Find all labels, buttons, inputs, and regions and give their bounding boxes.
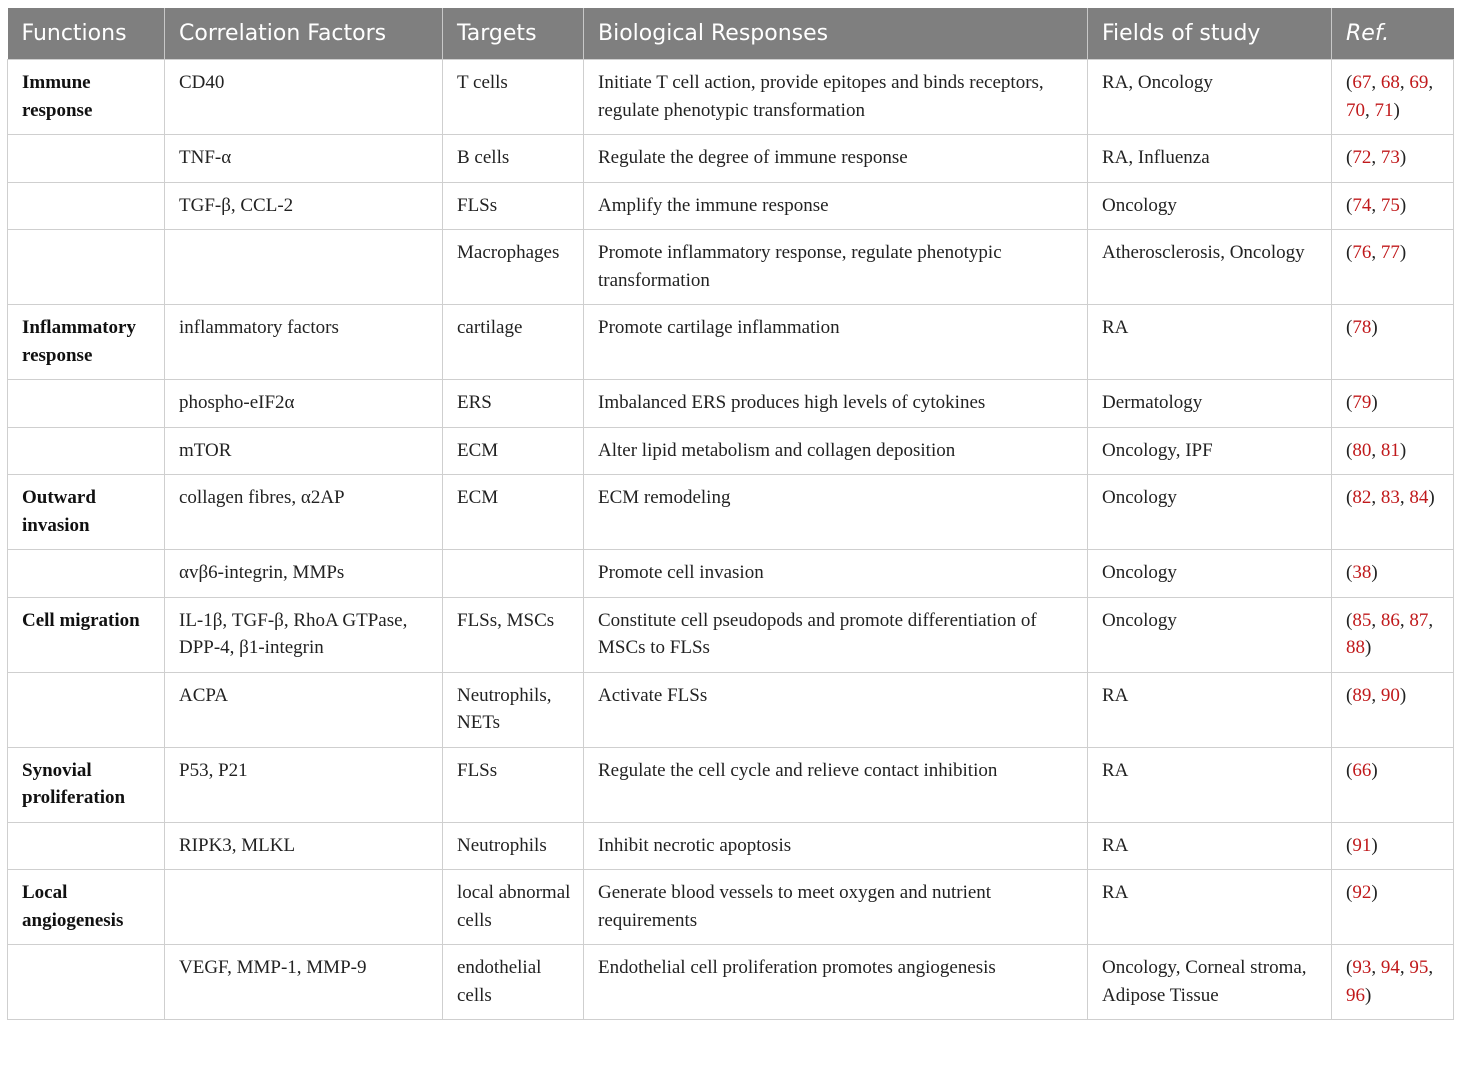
header-correlation-factors: Correlation Factors [165,8,443,60]
biological-responses-cell: Promote cartilage inflammation [584,305,1088,380]
table-row [8,870,1454,945]
function-cell [8,550,165,598]
biological-responses-cell: Endothelial cell proliferation promotes angiogenesis [584,945,1088,1020]
correlation-factors-cell: collagen fibres, α2AP [165,475,443,550]
ref-link[interactable]: 90 [1380,684,1400,706]
ref-cell: (89, 90) [1332,672,1454,747]
targets-cell: FLSs [443,747,584,822]
ref-cell: (67, 68, 69, 70, 71) [1332,60,1454,135]
biological-responses-cell: Generate blood vessels to meet oxygen and nutrient requirements [584,870,1088,945]
correlation-factors-cell [165,870,443,945]
biological-responses-cell: Amplify the immune response [584,182,1088,230]
table-body [8,60,1454,1020]
targets-cell: Neutrophils [443,822,584,870]
ref-cell: (91) [1332,822,1454,870]
function-cell: Cell migration [8,597,165,672]
table-row [8,822,1454,870]
correlation-factors-cell: CD40 [165,60,443,135]
targets-cell: T cells [443,60,584,135]
targets-cell: FLSs, MSCs [443,597,584,672]
header-functions: Functions [8,8,165,60]
table-row [8,672,1454,747]
table-container [7,8,1453,1020]
ref-link[interactable]: 88 [1346,637,1365,658]
header-fields-of-study: Fields of study [1088,8,1332,60]
function-cell [8,135,165,183]
biological-responses-cell: Constitute cell pseudopods and promote differentiation of MSCs to FLSs [584,597,1088,672]
correlation-factors-cell: TGF-β, CCL-2 [165,182,443,230]
biological-responses-cell: Initiate T cell action, provide epitopes and binds receptors, regulate phenotypic transformation [584,60,1088,135]
table-row [8,747,1454,822]
ref-cell: (85, 86, 87, 88) [1332,597,1454,672]
ref-cell: (66) [1332,747,1454,822]
fields-of-study-cell: RA [1088,305,1332,380]
correlation-factors-cell: P53, P21 [165,747,443,822]
header-targets: Targets [443,8,584,60]
fields-of-study-cell: Oncology, Corneal stroma, Adipose Tissue [1088,945,1332,1020]
fields-of-study-cell: RA [1088,672,1332,747]
table-row [8,475,1454,550]
ref-link[interactable]: 77 [1380,242,1400,263]
correlation-factors-cell: phospho-eIF2α [165,380,443,428]
targets-cell: cartilage [443,305,584,380]
correlation-factors-cell [165,230,443,305]
table-row [8,380,1454,428]
function-cell: Outward invasion [8,475,165,550]
correlation-factors-cell: αvβ6-integrin, MMPs [165,550,443,598]
correlation-factors-cell: ACPA [165,672,443,747]
ref-link[interactable]: 79 [1352,392,1372,413]
ref-link[interactable]: 67 [1352,72,1372,93]
function-cell: Inflammatory response [8,305,165,380]
targets-cell [443,550,584,598]
ref-link[interactable]: 78 [1352,317,1372,338]
table-header-row [8,8,1454,60]
ref-link[interactable]: 70 [1346,99,1365,121]
functions-table [7,8,1454,1020]
fields-of-study-cell: RA [1088,870,1332,945]
correlation-factors-cell: IL-1β, TGF-β, RhoA GTPase, DPP-4, β1-integrin [165,597,443,672]
fields-of-study-cell: RA, Oncology [1088,60,1332,135]
table-row [8,135,1454,183]
biological-responses-cell: Alter lipid metabolism and collagen deposition [584,427,1088,475]
correlation-factors-cell: mTOR [165,427,443,475]
ref-link[interactable]: 75 [1380,194,1400,216]
correlation-factors-cell: TNF-α [165,135,443,183]
ref-cell: (78) [1332,305,1454,380]
fields-of-study-cell: RA, Influenza [1088,135,1332,183]
targets-cell: local abnormal cells [443,870,584,945]
ref-link[interactable]: 72 [1352,147,1372,168]
table-row [8,427,1454,475]
ref-link[interactable]: 93 [1352,957,1372,978]
targets-cell: ECM [443,475,584,550]
ref-cell: (72, 73) [1332,135,1454,183]
table-row [8,305,1454,380]
table-row [8,550,1454,598]
targets-cell: Neutrophils, NETs [443,672,584,747]
ref-cell: (93, 94, 95, 96) [1332,945,1454,1020]
function-cell [8,427,165,475]
ref-link[interactable]: 94 [1380,957,1400,978]
ref-link[interactable]: 76 [1352,242,1372,263]
table-row [8,597,1454,672]
ref-cell: (80, 81) [1332,427,1454,475]
ref-link[interactable]: 85 [1352,609,1372,631]
ref-link[interactable]: 96 [1346,984,1365,1006]
ref-cell: (38) [1332,550,1454,598]
biological-responses-cell: Regulate the degree of immune response [584,135,1088,183]
ref-cell: (79) [1332,380,1454,428]
ref-cell: (92) [1332,870,1454,945]
ref-link[interactable]: 71 [1374,99,1394,121]
function-cell [8,182,165,230]
targets-cell: Macrophages [443,230,584,305]
ref-link[interactable]: 68 [1380,72,1400,93]
table-row [8,182,1454,230]
fields-of-study-cell: Oncology [1088,182,1332,230]
correlation-factors-cell: VEGF, MMP-1, MMP-9 [165,945,443,1020]
biological-responses-cell: Promote cell invasion [584,550,1088,598]
fields-of-study-cell: RA [1088,822,1332,870]
header-ref: Ref. [1332,8,1454,60]
ref-link[interactable]: 66 [1352,759,1372,781]
ref-cell: (76, 77) [1332,230,1454,305]
ref-link[interactable]: 80 [1352,439,1372,461]
ref-link[interactable]: 95 [1409,957,1429,978]
targets-cell: FLSs [443,182,584,230]
ref-cell: (82, 83, 84) [1332,475,1454,550]
biological-responses-cell: ECM remodeling [584,475,1088,550]
correlation-factors-cell: RIPK3, MLKL [165,822,443,870]
ref-link[interactable]: 83 [1380,487,1400,508]
targets-cell: endothelial cells [443,945,584,1020]
ref-link[interactable]: 69 [1409,72,1429,93]
function-cell [8,380,165,428]
ref-link[interactable]: 86 [1380,609,1400,631]
ref-cell: (74, 75) [1332,182,1454,230]
ref-link[interactable]: 74 [1352,194,1372,216]
function-cell: Local angiogenesis [8,870,165,945]
biological-responses-cell: Imbalanced ERS produces high levels of cytokines [584,380,1088,428]
table-row [8,230,1454,305]
fields-of-study-cell: Oncology [1088,597,1332,672]
function-cell [8,945,165,1020]
ref-link[interactable]: 89 [1352,684,1372,706]
ref-link[interactable]: 73 [1380,147,1400,168]
targets-cell: ERS [443,380,584,428]
ref-link[interactable]: 81 [1380,439,1400,461]
table-row [8,60,1454,135]
function-cell: Immune response [8,60,165,135]
ref-link[interactable]: 87 [1409,609,1429,631]
biological-responses-cell: Activate FLSs [584,672,1088,747]
fields-of-study-cell: Dermatology [1088,380,1332,428]
biological-responses-cell: Promote inflammatory response, regulate phenotypic transformation [584,230,1088,305]
fields-of-study-cell: Oncology, IPF [1088,427,1332,475]
ref-link[interactable]: 38 [1352,562,1372,583]
ref-link[interactable]: 92 [1352,882,1372,903]
ref-link[interactable]: 84 [1409,487,1429,508]
fields-of-study-cell: Atherosclerosis, Oncology [1088,230,1332,305]
ref-link[interactable]: 82 [1352,487,1372,508]
targets-cell: B cells [443,135,584,183]
biological-responses-cell: Inhibit necrotic apoptosis [584,822,1088,870]
fields-of-study-cell: RA [1088,747,1332,822]
targets-cell: ECM [443,427,584,475]
table-row [8,945,1454,1020]
biological-responses-cell: Regulate the cell cycle and relieve contact inhibition [584,747,1088,822]
function-cell: Synovial proliferation [8,747,165,822]
function-cell [8,672,165,747]
fields-of-study-cell: Oncology [1088,550,1332,598]
header-biological-responses: Biological Responses [584,8,1088,60]
fields-of-study-cell: Oncology [1088,475,1332,550]
correlation-factors-cell: inflammatory factors [165,305,443,380]
function-cell [8,822,165,870]
ref-link[interactable]: 91 [1352,834,1372,856]
function-cell [8,230,165,305]
